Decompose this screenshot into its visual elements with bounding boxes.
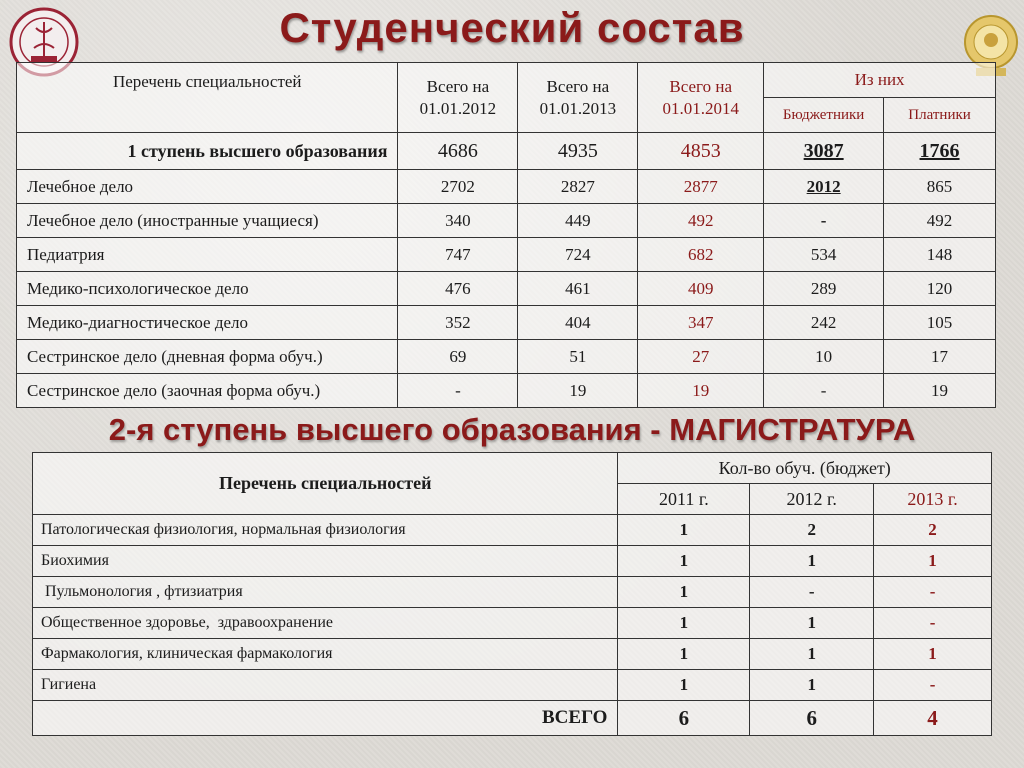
table-row bbox=[17, 374, 996, 408]
cell-2011: 1 bbox=[618, 546, 750, 577]
row-name: 1 ступень высшего образования bbox=[17, 133, 398, 170]
table-row bbox=[17, 204, 996, 238]
students-table bbox=[16, 62, 996, 408]
row-name: Сестринское дело (заочная форма обуч.) bbox=[17, 374, 398, 408]
row-name: Лечебное дело bbox=[17, 170, 398, 204]
cell-budget: 10 bbox=[764, 340, 884, 374]
header-total-2012: Всего на 01.01.2012 bbox=[398, 63, 518, 133]
table-row bbox=[33, 546, 992, 577]
header-budget: Бюджетники bbox=[764, 98, 884, 133]
table-row bbox=[33, 670, 992, 701]
cell-2013: 4935 bbox=[518, 133, 638, 170]
cell-2013: 461 bbox=[518, 272, 638, 306]
page-title: Студенческий состав bbox=[279, 4, 745, 51]
table-row bbox=[17, 340, 996, 374]
row-name: Пульмонология , фтизиатрия bbox=[33, 577, 618, 608]
table-row bbox=[33, 577, 992, 608]
cell-budget: 2012 bbox=[764, 170, 884, 204]
cell-2013: 2 bbox=[874, 515, 992, 546]
cell-2012: 352 bbox=[398, 306, 518, 340]
cell-2014: 2877 bbox=[638, 170, 764, 204]
cell-2014: 492 bbox=[638, 204, 764, 238]
table-row bbox=[17, 306, 996, 340]
cell-2012: - bbox=[398, 374, 518, 408]
cell-budget: 3087 bbox=[764, 133, 884, 170]
cell-budget: - bbox=[764, 204, 884, 238]
header-specialties: Перечень специальностей bbox=[17, 63, 398, 133]
cell-2012: 2702 bbox=[398, 170, 518, 204]
cell-2013: - bbox=[874, 577, 992, 608]
cell-2012: - bbox=[750, 577, 874, 608]
cell-2012: 4686 bbox=[398, 133, 518, 170]
header-2011: 2011 г. bbox=[618, 484, 750, 515]
header-2012: 2012 г. bbox=[750, 484, 874, 515]
cell-2012: 2 bbox=[750, 515, 874, 546]
total-label: ВСЕГО bbox=[33, 701, 618, 736]
table-row bbox=[33, 639, 992, 670]
cell-2013: 19 bbox=[518, 374, 638, 408]
row-name: Медико-психологическое дело bbox=[17, 272, 398, 306]
row-name: Биохимия bbox=[33, 546, 618, 577]
header-paid: Платники bbox=[884, 98, 996, 133]
cell-2013: 1 bbox=[874, 639, 992, 670]
total-2012: 6 bbox=[750, 701, 874, 736]
cell-2011: 1 bbox=[618, 577, 750, 608]
total-2011: 6 bbox=[618, 701, 750, 736]
table-row bbox=[17, 272, 996, 306]
cell-paid: 19 bbox=[884, 374, 996, 408]
row-name: Фармакология, клиническая фармакология bbox=[33, 639, 618, 670]
masters-table bbox=[32, 452, 992, 736]
cell-2013: 2827 bbox=[518, 170, 638, 204]
header-total-2014: Всего на 01.01.2014 bbox=[638, 63, 764, 133]
cell-2013: 724 bbox=[518, 238, 638, 272]
cell-2012: 1 bbox=[750, 546, 874, 577]
row-name: Медико-диагностическое дело bbox=[17, 306, 398, 340]
cell-paid: 120 bbox=[884, 272, 996, 306]
cell-budget: 242 bbox=[764, 306, 884, 340]
cell-2014: 27 bbox=[638, 340, 764, 374]
table-row bbox=[17, 238, 996, 272]
table-row bbox=[17, 170, 996, 204]
cell-2012: 340 bbox=[398, 204, 518, 238]
cell-paid: 17 bbox=[884, 340, 996, 374]
cell-paid: 105 bbox=[884, 306, 996, 340]
row-name: Сестринское дело (дневная форма обуч.) bbox=[17, 340, 398, 374]
row-name: Лечебное дело (иностранные учащиеся) bbox=[17, 204, 398, 238]
cell-2013: - bbox=[874, 670, 992, 701]
cell-budget: 534 bbox=[764, 238, 884, 272]
cell-2014: 4853 bbox=[638, 133, 764, 170]
section-title-masters: 2-я ступень высшего образования - МАГИСТРАТУРА bbox=[108, 412, 916, 447]
cell-2012: 1 bbox=[750, 608, 874, 639]
cell-2011: 1 bbox=[618, 608, 750, 639]
cell-paid: 865 bbox=[884, 170, 996, 204]
cell-2014: 19 bbox=[638, 374, 764, 408]
cell-2014: 409 bbox=[638, 272, 764, 306]
cell-2013: - bbox=[874, 608, 992, 639]
cell-paid: 148 bbox=[884, 238, 996, 272]
cell-budget: 289 bbox=[764, 272, 884, 306]
cell-paid: 492 bbox=[884, 204, 996, 238]
cell-2013: 404 bbox=[518, 306, 638, 340]
cell-2011: 1 bbox=[618, 515, 750, 546]
cell-budget: - bbox=[764, 374, 884, 408]
header-of-them: Из них bbox=[764, 63, 996, 98]
total-2013: 4 bbox=[874, 701, 992, 736]
cell-2012: 476 bbox=[398, 272, 518, 306]
header-2013: 2013 г. bbox=[874, 484, 992, 515]
row-name: Педиатрия bbox=[17, 238, 398, 272]
row-name: Патологическая физиология, нормальная физиология bbox=[33, 515, 618, 546]
cell-2014: 347 bbox=[638, 306, 764, 340]
cell-2011: 1 bbox=[618, 639, 750, 670]
cell-paid: 1766 bbox=[884, 133, 996, 170]
row-name: Общественное здоровье, здравоохранение bbox=[33, 608, 618, 639]
cell-2012: 1 bbox=[750, 670, 874, 701]
cell-2013: 51 bbox=[518, 340, 638, 374]
header-specialties: Перечень специальностей bbox=[33, 453, 618, 515]
cell-2014: 682 bbox=[638, 238, 764, 272]
header-count-budget: Кол-во обуч. (бюджет) bbox=[618, 453, 992, 484]
cell-2012: 69 bbox=[398, 340, 518, 374]
row-name: Гигиена bbox=[33, 670, 618, 701]
table-row bbox=[33, 608, 992, 639]
cell-2011: 1 bbox=[618, 670, 750, 701]
table-row-total bbox=[33, 701, 992, 736]
cell-2012: 1 bbox=[750, 639, 874, 670]
table-row bbox=[33, 515, 992, 546]
table-row bbox=[17, 133, 996, 170]
cell-2013: 1 bbox=[874, 546, 992, 577]
cell-2012: 747 bbox=[398, 238, 518, 272]
cell-2013: 449 bbox=[518, 204, 638, 238]
header-total-2013: Всего на 01.01.2013 bbox=[518, 63, 638, 133]
